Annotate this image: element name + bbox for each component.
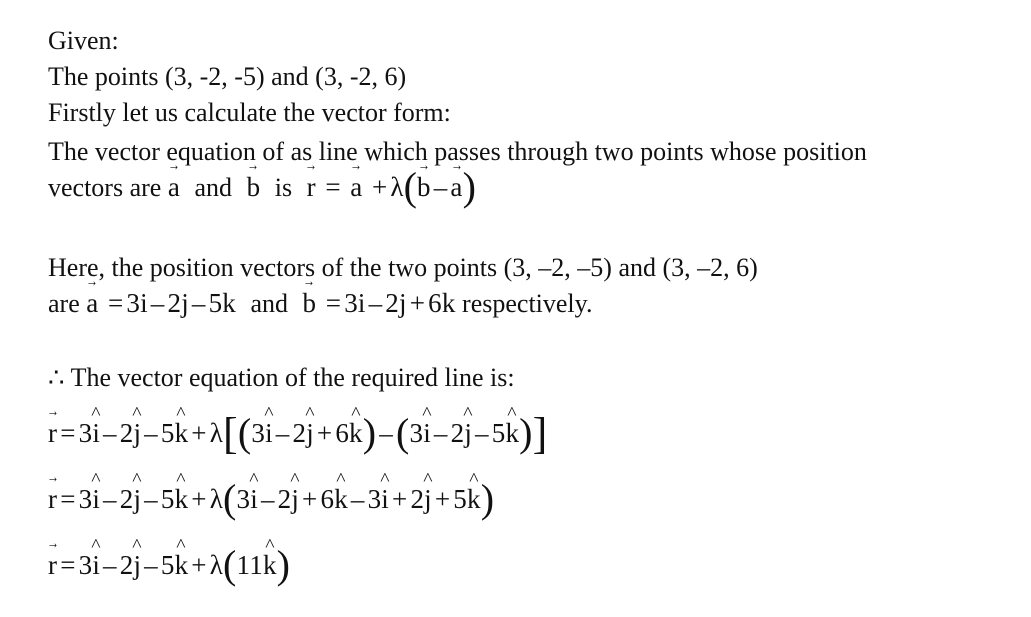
open-paren: ( — [223, 542, 237, 587]
plus-sign: + — [191, 484, 207, 514]
vectors-are-text: vectors are — [48, 173, 162, 202]
close-paren: ) — [519, 410, 533, 455]
therefore-line: ∴ The vector equation of the required line is: — [48, 363, 515, 392]
plus-sign: + — [302, 484, 318, 514]
coefficient: 5 — [453, 484, 467, 514]
lambda-symbol: λ — [209, 418, 223, 448]
close-paren: ) — [462, 164, 476, 209]
coefficient: 5 — [491, 418, 506, 448]
lambda-symbol: λ — [209, 550, 223, 580]
lambda-symbol: λ — [390, 172, 404, 202]
unit-k-hat: ^ k — [175, 418, 189, 448]
coefficient: 5 — [160, 550, 175, 580]
close-paren: ) — [276, 542, 291, 587]
coefficient: 5 — [160, 418, 175, 448]
unit-i-hat: ^ i — [423, 418, 431, 448]
unit-k-hat: ^ k — [505, 418, 519, 448]
respectively-text: respectively. — [462, 289, 593, 318]
equation-step-3 — [48, 542, 291, 587]
minus-sign: – — [191, 288, 206, 318]
minus-sign: – — [379, 418, 393, 448]
equals-sign: = — [60, 484, 76, 514]
coefficient: 6 — [428, 288, 442, 318]
plus-sign: + — [392, 484, 408, 514]
open-paren: ( — [395, 410, 410, 455]
firstly-line: Firstly let us calculate the vector form: — [48, 98, 451, 127]
coefficient: 6 — [335, 418, 350, 448]
unit-i-hat: ^ i — [250, 484, 258, 514]
coefficient: 2 — [167, 288, 182, 318]
vector-equation-line-1: The vector equation of as line which passes through two points whose position — [48, 137, 867, 166]
equation-step-2 — [48, 476, 495, 521]
coefficient: 6 — [320, 484, 335, 514]
coefficient: 5 — [160, 484, 175, 514]
plus-sign: + — [191, 550, 207, 580]
equation-step-1 — [48, 409, 548, 458]
coefficient: 2 — [119, 418, 134, 448]
coefficient: 3 — [344, 288, 358, 318]
coefficient: 3 — [78, 484, 93, 514]
unit-k-hat: ^ k — [334, 484, 348, 514]
minus-sign: – — [150, 288, 165, 318]
vector-r: → r — [48, 418, 57, 448]
minus-sign: – — [144, 550, 158, 580]
minus-sign: – — [275, 418, 290, 448]
minus-sign: – — [103, 418, 117, 448]
unit-j: j — [399, 288, 407, 318]
coefficient: 3 — [236, 484, 251, 514]
open-paren: ( — [403, 164, 417, 209]
vector-a: → a — [350, 172, 362, 202]
unit-k-hat: ^ k — [263, 550, 277, 580]
open-paren: ( — [237, 410, 252, 455]
plus-sign: + — [371, 172, 388, 202]
unit-k-hat: ^ k — [175, 484, 189, 514]
minus-sign: – — [144, 484, 158, 514]
minus-sign: – — [144, 418, 158, 448]
unit-k-hat: ^ k — [467, 484, 481, 514]
unit-i-hat: ^ i — [381, 484, 389, 514]
vector-equation-line-2 — [48, 164, 476, 209]
coefficient: 3 — [78, 550, 93, 580]
here-line: Here, the position vectors of the two points (3, –2, –5) and (3, –2, 6) — [48, 253, 758, 282]
vector-b: → b — [303, 288, 317, 318]
close-paren: ) — [480, 476, 495, 521]
unit-k-hat: ^ k — [175, 550, 189, 580]
unit-j-hat: ^ j — [133, 484, 141, 514]
unit-k: k — [222, 288, 236, 318]
unit-j-hat: ^ j — [291, 484, 299, 514]
coefficient: 2 — [119, 484, 134, 514]
unit-j-hat: ^ j — [464, 418, 472, 448]
equals-sign: = — [60, 418, 76, 448]
plus-sign: + — [409, 288, 426, 318]
plus-sign: + — [434, 484, 451, 514]
vector-a: → a — [86, 288, 98, 318]
points-line: The points (3, -2, -5) and (3, -2, 6) — [48, 62, 407, 91]
unit-i: i — [140, 288, 148, 318]
equals-sign: = — [325, 288, 342, 318]
minus-sign: – — [103, 484, 117, 514]
coefficient: 2 — [410, 484, 425, 514]
coefficient: 2 — [277, 484, 292, 514]
unit-i-hat: ^ i — [92, 550, 100, 580]
coefficient: 2 — [119, 550, 134, 580]
unit-k: k — [441, 288, 456, 318]
unit-i-hat: ^ i — [92, 418, 100, 448]
coefficient: 2 — [385, 288, 399, 318]
lambda-symbol: λ — [209, 484, 223, 514]
coefficient: 3 — [409, 418, 424, 448]
unit-i-hat: ^ i — [92, 484, 100, 514]
unit-i-hat: ^ i — [265, 418, 273, 448]
equals-sign: = — [107, 288, 124, 318]
vector-b: → b — [417, 172, 431, 202]
vector-r: → r — [48, 484, 57, 514]
coefficient: 3 — [251, 418, 266, 448]
coefficient: 3 — [126, 288, 141, 318]
plus-sign: + — [191, 418, 207, 448]
given-label: Given: — [48, 26, 119, 55]
equals-sign: = — [60, 550, 76, 580]
minus-sign: – — [433, 418, 448, 448]
vector-b: → b — [247, 172, 261, 202]
minus-sign: – — [103, 550, 117, 580]
is-text: is — [274, 173, 293, 202]
unit-k-hat: ^ k — [349, 418, 363, 448]
are-text: are — [48, 289, 80, 318]
plus-sign: + — [316, 418, 333, 448]
vector-r: → r — [307, 172, 316, 202]
minus-sign: – — [350, 484, 365, 514]
minus-sign: – — [368, 288, 383, 318]
unit-j-hat: ^ j — [133, 418, 141, 448]
unit-i: i — [357, 288, 366, 318]
and-text: and — [194, 173, 233, 202]
unit-j-hat: ^ j — [306, 418, 314, 448]
coefficient: 5 — [208, 288, 223, 318]
minus-sign: – — [433, 172, 448, 202]
vector-a: → a — [450, 172, 462, 202]
unit-j-hat: ^ j — [133, 550, 141, 580]
minus-sign: – — [475, 418, 489, 448]
coefficient: 11 — [236, 550, 263, 580]
position-vectors-line — [48, 288, 592, 319]
open-paren: ( — [223, 476, 237, 521]
vector-a: → a — [168, 172, 180, 202]
coefficient: 2 — [450, 418, 465, 448]
coefficient: 3 — [367, 484, 382, 514]
unit-j: j — [181, 288, 189, 318]
unit-j-hat: ^ j — [424, 484, 432, 514]
close-paren: ) — [362, 410, 377, 455]
coefficient: 3 — [78, 418, 93, 448]
coefficient: 2 — [292, 418, 307, 448]
vector-r: → r — [48, 550, 57, 580]
equals-sign: = — [325, 172, 341, 202]
open-bracket: [ — [223, 409, 238, 458]
minus-sign: – — [260, 484, 275, 514]
close-bracket: ] — [532, 409, 548, 458]
and-text: and — [250, 289, 289, 318]
